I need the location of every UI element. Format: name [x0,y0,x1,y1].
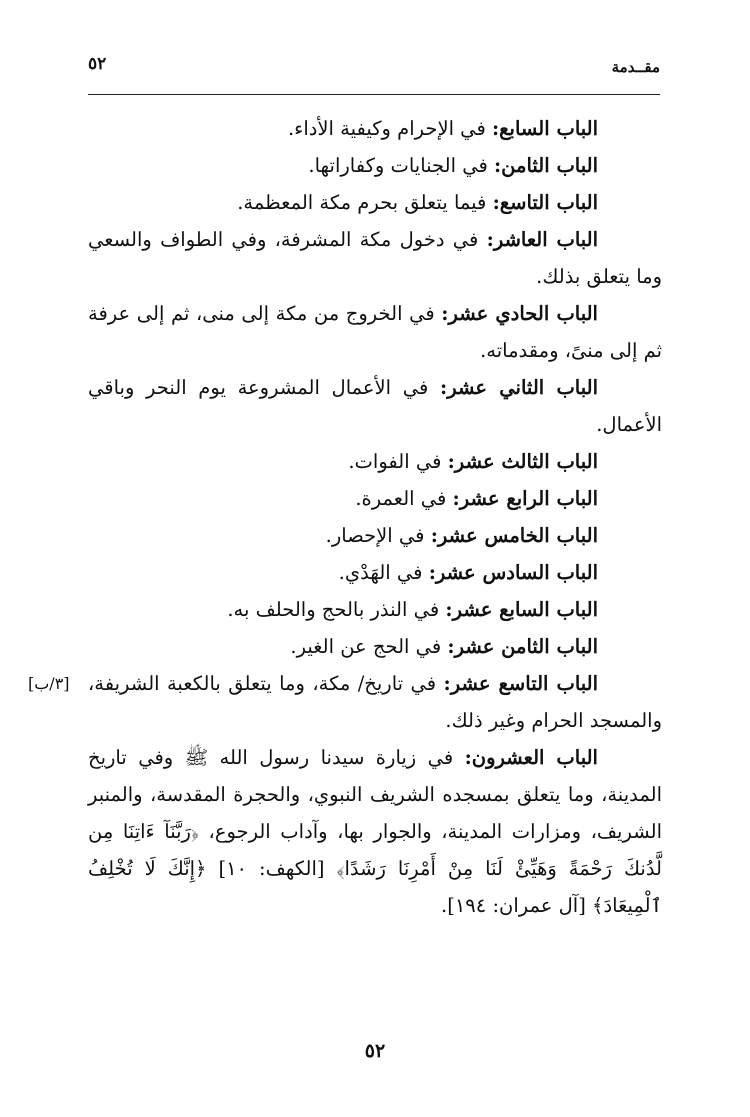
chapter-label: الباب العشرون: [464,746,598,769]
chapter-label: الباب الثالث عشر: [447,450,598,473]
chapter-text: في النذر بالحج والحلف به. [227,598,446,621]
chapter-entry-13 [88,443,662,480]
chapter-text: في الفوات. [348,450,448,473]
chapter-entry-18 [88,628,662,665]
chapter-entry-19 [28,665,662,739]
chapter-text: في الخروج من مكة إلى منى، ثم إلى عرفة ثم إلى منىً، ومقدماته. [88,302,662,362]
chapter-entry-15 [88,517,662,554]
chapter-text: في الإحرام وكيفية الأداء. [287,117,492,140]
chapter-entry-20 [88,739,662,924]
chapter-label: الباب الثامن: [493,154,598,177]
chapter-entry-16 [88,554,662,591]
chapter-text: في الأعمال المشروعة يوم النحر وباقي الأعمال. [88,376,662,436]
chapter-label: الباب السابع عشر: [445,598,598,621]
chapter-entry-11 [88,295,662,369]
chapter-list [28,110,662,924]
chapter-text: في العمرة. [355,487,453,510]
chapter-text: في الهَدْي. [338,561,429,584]
chapter-label: الباب التاسع: [492,191,598,214]
chapter-label: الباب الرابع عشر: [452,487,598,510]
chapter-entry-8 [88,147,662,184]
header-page-number: ٥٢ [88,54,107,74]
chapter-text: في الإحصار. [325,524,431,547]
footer-page-number: ٥٢ [364,1040,386,1062]
page-header [88,54,660,95]
chapter-text: في دخول مكة المشرفة، وفي الطواف والسعي وما يتعلق بذلك. [88,228,662,288]
margin-folio-note: [٣/ب] [28,674,70,693]
chapter-label: الباب العاشر: [486,228,598,251]
chapter-label: الباب السادس عشر: [428,561,598,584]
chapter-label: الباب التاسع عشر: [443,672,599,695]
chapter-label: الباب الثاني عشر: [440,376,598,399]
chapter-entry-9 [88,184,662,221]
chapter-entry-10 [88,221,662,295]
chapter-entry-7 [88,110,662,147]
chapter-text: في تاريخ/ مكة، وما يتعلق بالكعبة الشريفة، والمسجد الحرام وغير ذلك. [88,672,662,732]
chapter-entry-17 [88,591,662,628]
chapter-text: فيما يتعلق بحرم مكة المعظمة. [237,191,493,214]
chapter-text: في الجنايات وكفاراتها. [308,154,494,177]
chapter-text: في زيارة سيدنا رسول الله ﷺ وفي تاريخ المدينة، وما يتعلق بمسجده الشريف النبوي، والحجرة المقدسة، والمنبر الشريف، ومزارات المدينة، والجوار بها، وآداب الرجوع، ﴿رَبَّنَآ ءَاتِنَا مِن لَّدُنكَ رَحْمَةً وَهَيِّئْ لَنَا مِنْ أَمْرِنَا رَشَدًا﴾ [الكهف: ١٠] ﴿إِنَّكَ لَا تُخْلِفُ ٱلْمِيعَادَ﴾ [آل عمران: ١٩٤]. [88,746,662,917]
chapter-label: الباب السابع: [491,117,598,140]
chapter-entry-14 [88,480,662,517]
chapter-label: الباب الخامس عشر: [430,524,598,547]
chapter-entry-12 [88,369,662,443]
running-title: مقــدمة [611,58,660,76]
chapter-text: في الحج عن الغير. [290,635,448,658]
chapter-label: الباب الثامن عشر: [447,635,598,658]
chapter-label: الباب الحادي عشر: [441,302,598,325]
